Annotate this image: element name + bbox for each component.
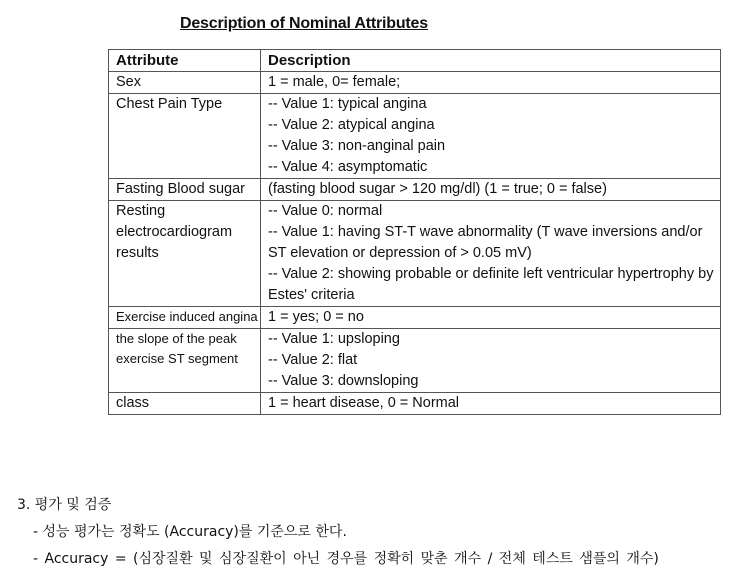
section-heading: 3. 평가 및 검증 [17, 497, 112, 513]
table-row [109, 94, 721, 179]
attribute-cell: Fasting Blood sugar [109, 179, 261, 201]
table-row [109, 393, 721, 415]
attribute-cell: Chest Pain Type [109, 94, 261, 179]
section-item: - Accuracy = (심장질환 및 심장질환이 아닌 경우를 정확히 맞춘 개수 / 전체 테스트 샘플의 개수) [33, 551, 659, 567]
document-title: Description of Nominal Attributes [180, 15, 428, 32]
description-cell [261, 94, 721, 179]
description-line: 1 = male, 0= female; [268, 74, 401, 90]
table-row [109, 201, 721, 307]
table-row [109, 72, 721, 94]
attribute-cell: Resting electrocardiogram results [109, 201, 261, 307]
description-line: -- Value 3: non-anginal pain [268, 138, 446, 154]
description-line: -- Value 0: normal [268, 203, 383, 219]
description-line: -- Value 1: having ST-T wave abnormality (T wave inversions and/or ST elevation or depression of > 0.05 mV) [268, 224, 703, 261]
table-row [109, 307, 721, 329]
attribute-cell: Exercise induced angina [109, 307, 261, 329]
description-cell [261, 179, 721, 201]
description-line: -- Value 3: downsloping [268, 373, 419, 389]
description-line: (fasting blood sugar > 120 mg/dl) (1 = true; 0 = false) [268, 181, 607, 197]
description-line: -- Value 1: typical angina [268, 96, 427, 112]
description-cell [261, 393, 721, 415]
description-cell [261, 329, 721, 393]
description-line: -- Value 1: upsloping [268, 331, 400, 347]
attribute-cell: Sex [109, 72, 261, 94]
description-cell [261, 72, 721, 94]
description-line: -- Value 2: showing probable or definite left ventricular hypertrophy by Estes' criteria [268, 266, 714, 303]
description-cell [261, 201, 721, 307]
attribute-cell: class [109, 393, 261, 415]
description-cell [261, 307, 721, 329]
description-line: 1 = yes; 0 = no [268, 309, 364, 325]
header-description: Description [261, 50, 721, 72]
table-row [109, 179, 721, 201]
header-attribute: Attribute [109, 50, 261, 72]
table-row [109, 329, 721, 393]
attribute-cell: the slope of the peak exercise ST segment [109, 329, 261, 393]
nominal-attributes-table [108, 49, 721, 415]
section-item: - 성능 평가는 정확도 (Accuracy)를 기준으로 한다. [33, 524, 347, 540]
description-line: -- Value 2: flat [268, 352, 358, 368]
description-line: 1 = heart disease, 0 = Normal [268, 395, 460, 411]
description-line: -- Value 4: asymptomatic [268, 159, 428, 175]
description-line: -- Value 2: atypical angina [268, 117, 435, 133]
table-header-row [109, 50, 721, 72]
